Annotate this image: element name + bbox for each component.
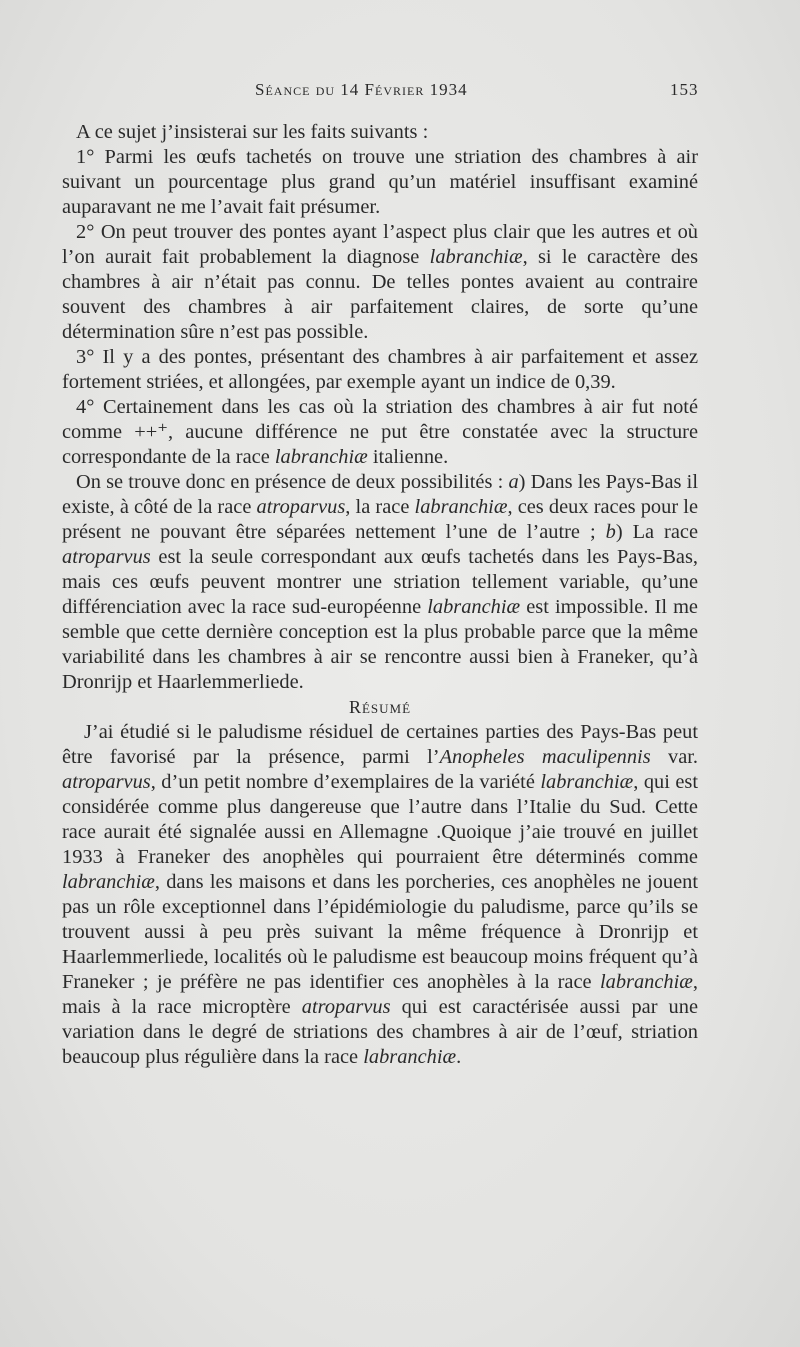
paragraph-point-3: [62, 345, 698, 395]
body-text: [62, 120, 698, 1070]
italic-term: atroparvus: [256, 496, 346, 518]
text-run: ) La race: [615, 521, 699, 543]
text-run: , qui est considérée comme plus dangereuse que l’autre dans l’Italie du Sud. Cette race aurait été signalée aussi en Allemagne .Quoique j’aie trouvé en juillet 1933 à Franeker des anophèles qui pourraient être déterminés comme: [62, 771, 698, 868]
paragraph-point-2: [62, 220, 698, 345]
text-run: , la race: [345, 496, 415, 518]
text-run: , ces deux races pour le présent ne pouvant être séparées nettement l’une de l’autre ;: [62, 496, 698, 543]
italic-term: labranchiæ: [599, 971, 693, 993]
italic-term: Anopheles maculipennis: [439, 746, 651, 768]
text-run: 2° On peut trouver des pontes ayant l’aspect plus clair que les autres et où l’on aurait fait probablement la diagnose: [62, 221, 698, 268]
italic-term: labranchiæ: [540, 771, 634, 793]
resume-heading: Résumé: [348, 697, 412, 717]
paragraph-text: 1° Parmi les œufs tachetés on trouve une striation des chambres à air suivant un pourcentage plus grand qu’un matériel insuffisant examiné auparavant ne me l’avait fait présumer.: [62, 146, 698, 218]
paragraph-intro: [62, 120, 698, 145]
text-run: .: [456, 1046, 462, 1068]
paragraph-point-4: [62, 395, 698, 470]
text-run: est la seule correspondant aux œufs tachetés dans les Pays-Bas, mais ces œufs peuvent montrer une striation tellement variable, qu’une différenciation avec la race sud-européenne: [62, 546, 698, 618]
text-run: var.: [650, 746, 699, 768]
paragraph-point-1: [62, 145, 698, 220]
italic-term: atroparvus: [62, 546, 151, 568]
text-run: est impossible. Il me semble que cette dernière conception est la plus probable parce que la même variabilité dans les chambres à air se rencontre aussi bien à Franeker, qu’à Dronrijp et Haarlemmerliede.: [62, 596, 698, 693]
running-title: Séance du 14 Février 1934: [255, 80, 468, 99]
text-run: 4° Certainement dans les cas où la striation des chambres à air fut noté comme ++⁺, aucune différence ne put être constatée avec la structure correspondante de la race: [62, 396, 698, 468]
text-run: qui est caractérisée aussi par une variation dans le degré de striations des chambres à air de l’œuf, striation beaucoup plus régulière dans la race: [62, 996, 698, 1068]
text-run: , dans les maisons et dans les porcheries, ces anophèles ne jouent pas un rôle exceptionnel dans l’épidémiologie du paludisme, parce qu’ils se trouvent aussi à peu près suivant la même fréquence à Dronrijp et Haarlemmerliede, localités où le paludisme est beaucoup moins fréquent qu’à Franeker ; je préfère ne pas identifier ces anophèles à la race: [62, 871, 698, 993]
resume-paragraph: [62, 720, 698, 1070]
italic-term: labranchiæ: [274, 446, 368, 468]
page-number: 153: [670, 80, 699, 99]
italic-term: labranchiæ: [62, 871, 155, 893]
paragraph-conclusion: [62, 470, 698, 695]
paragraph-text: A ce sujet j’insisterai sur les faits suivants :: [76, 121, 429, 143]
italic-term: labranchiæ: [429, 246, 523, 268]
italic-letter: a: [508, 471, 519, 493]
text-run: J’ai étudié si le paludisme résiduel de certaines parties des Pays-Bas peut être favorisé par la présence, parmi l’: [62, 721, 698, 768]
italic-term: labranchiæ: [363, 1046, 457, 1068]
italic-term: atroparvus: [62, 771, 151, 793]
italic-term: labranchiæ: [414, 496, 508, 518]
page-header: [0, 80, 800, 110]
italic-term: atroparvus: [301, 996, 391, 1018]
text-run: On se trouve donc en présence de deux possibilités :: [76, 471, 509, 493]
text-run: italienne.: [367, 446, 449, 468]
text-run: , si le caractère des chambres à air n’était pas connu. De telles pontes avaient au contraire souvent des chambres à air parfaitement claires, de sorte qu’une détermination sûre n’est pas possible.: [62, 246, 698, 343]
italic-letter: b: [605, 521, 616, 543]
italic-term: labranchiæ: [427, 596, 521, 618]
resume-section: [62, 720, 698, 1070]
text-run: , d’un petit nombre d’exemplaires de la variété: [150, 771, 541, 793]
text-run: , mais à la race microptère: [62, 971, 698, 1018]
paragraph-text: 3° Il y a des pontes, présentant des chambres à air parfaitement et assez fortement striées, et allongées, par exemple ayant un indice de 0,39.: [62, 346, 698, 393]
text-run: ) Dans les Pays-Bas il existe, à côté de la race: [62, 471, 699, 518]
